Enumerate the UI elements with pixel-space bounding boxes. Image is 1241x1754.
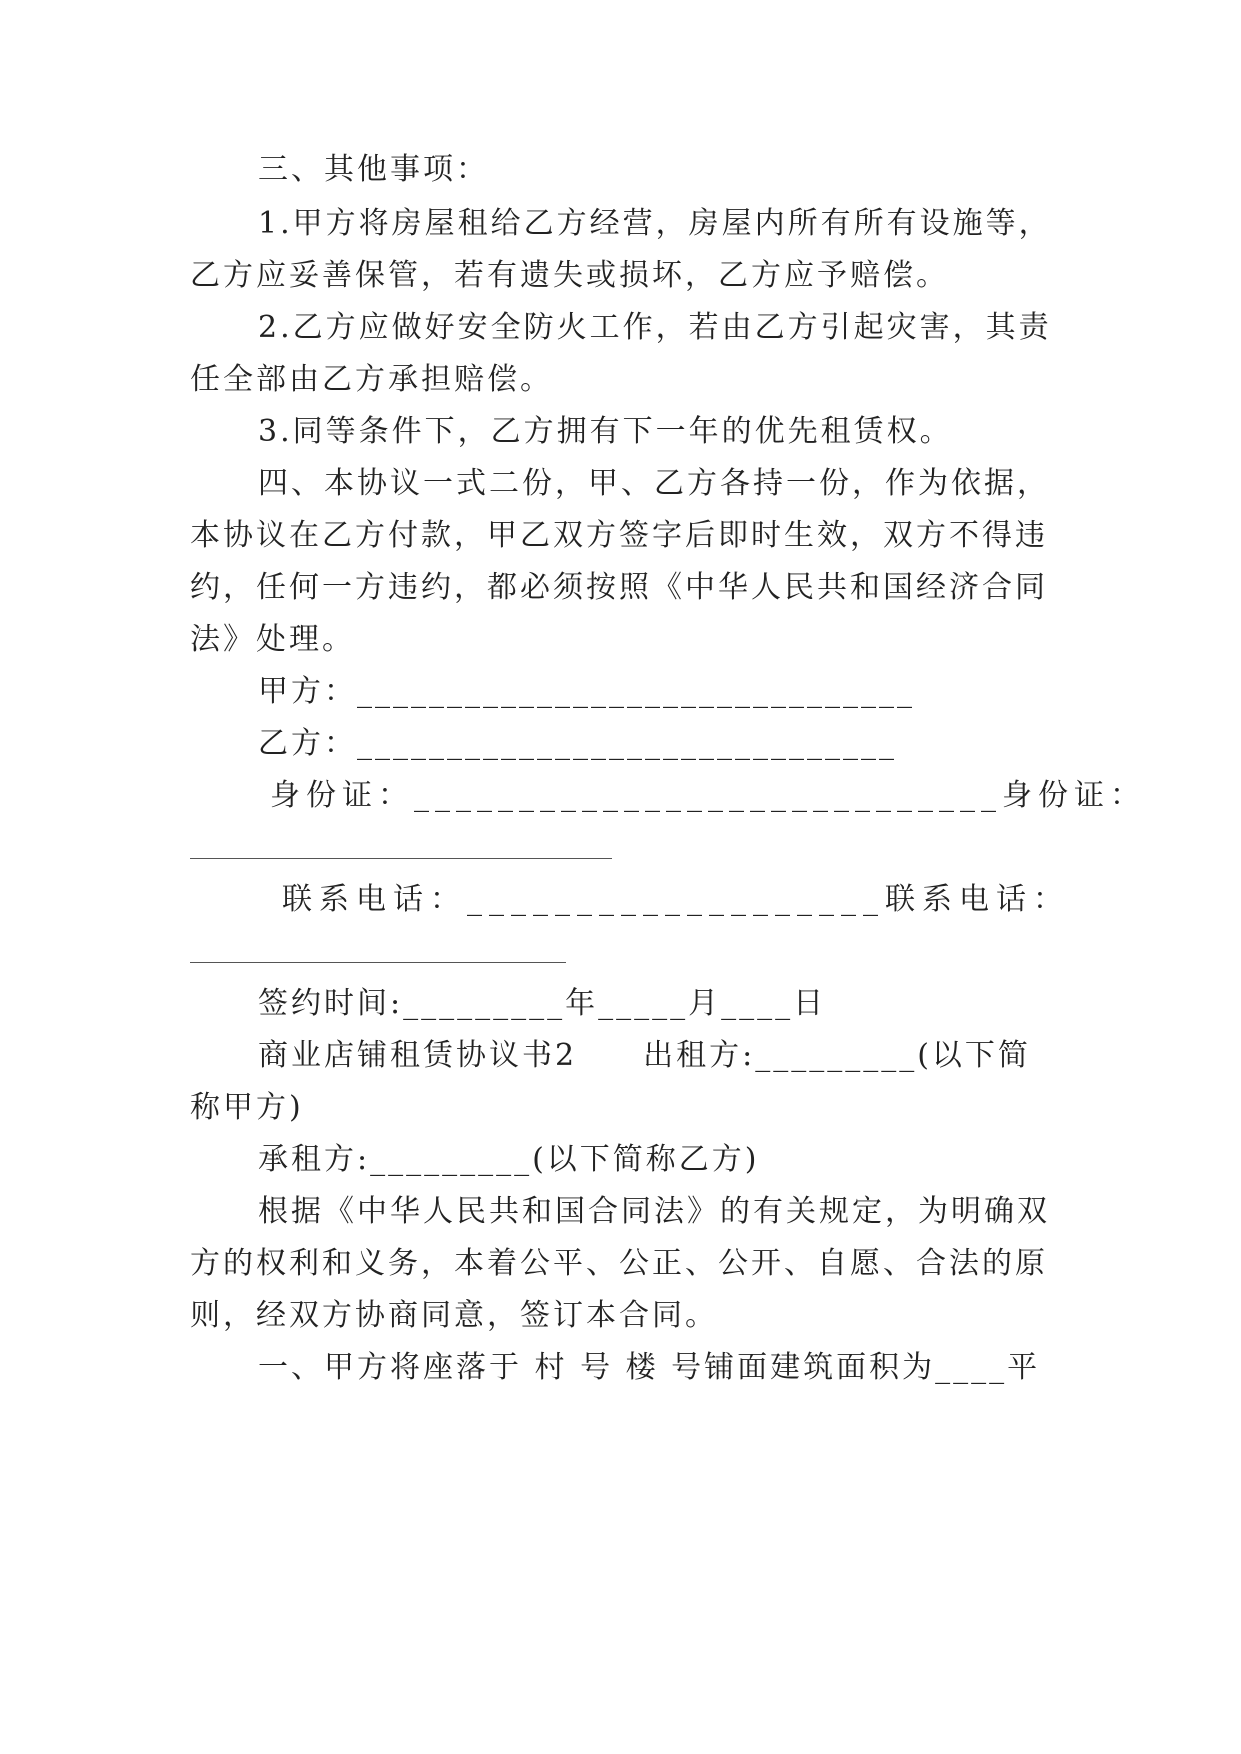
- clause-3-line: 3.同等条件下，乙方拥有下一年的优先租赁权。: [258, 414, 953, 449]
- section-four-line-1: 四、本协议一式二份，甲、乙方各持一份，作为依据，: [258, 466, 1050, 501]
- clause-2-line-2: 任全部由乙方承担赔偿。: [190, 362, 553, 397]
- party-b-signature-line: 乙方：______________________________: [258, 726, 897, 761]
- agreement-2-lessor-cont: 称甲方): [190, 1090, 304, 1125]
- signing-date-line: 签约时间:_________年_____月____日: [258, 986, 827, 1021]
- preamble-line-1: 根据《中华人民共和国合同法》的有关规定，为明确双: [258, 1194, 1050, 1229]
- section-four-line-3: 约，任何一方违约，都必须按照《中华人民共和国经济合同: [190, 570, 1048, 605]
- phone-continuation-rule: [190, 962, 566, 963]
- party-a-signature-line: 甲方：_______________________________: [258, 674, 915, 709]
- lessee-line: 承租方:_________(以下简称乙方): [258, 1142, 760, 1177]
- clause-1-line-2: 乙方应妥善保管，若有遗失或损坏，乙方应予赔偿。: [190, 258, 949, 293]
- agreement-2-title-line: 商业店铺租赁协议书2 出租方:_________(以下简: [258, 1038, 1031, 1073]
- section-four-line-4: 法》处理。: [190, 622, 355, 657]
- clause-1-line-1: 1.甲方将房屋租给乙方经营，房屋内所有所有设施等，: [258, 206, 1052, 241]
- id-card-line: 身份证：____________________________身份证：: [270, 778, 1146, 813]
- clause-2-line-1: 2.乙方应做好安全防火工作，若由乙方引起灾害，其责: [258, 310, 1052, 345]
- section-four-line-2: 本协议在乙方付款，甲乙双方签字后即时生效，双方不得违: [190, 518, 1048, 553]
- section-three-heading: 三、其他事项：: [258, 152, 489, 187]
- phone-line: 联系电话：___________________联系电话：: [282, 882, 1070, 917]
- id-card-continuation-rule: [190, 858, 612, 859]
- preamble-line-2: 方的权利和义务，本着公平、公正、公开、自愿、合法的原: [190, 1246, 1048, 1281]
- article-one-line: 一、甲方将座落于 村 号 楼 号铺面建筑面积为____平: [258, 1350, 1041, 1385]
- preamble-line-3: 则，经双方协商同意，签订本合同。: [190, 1298, 718, 1333]
